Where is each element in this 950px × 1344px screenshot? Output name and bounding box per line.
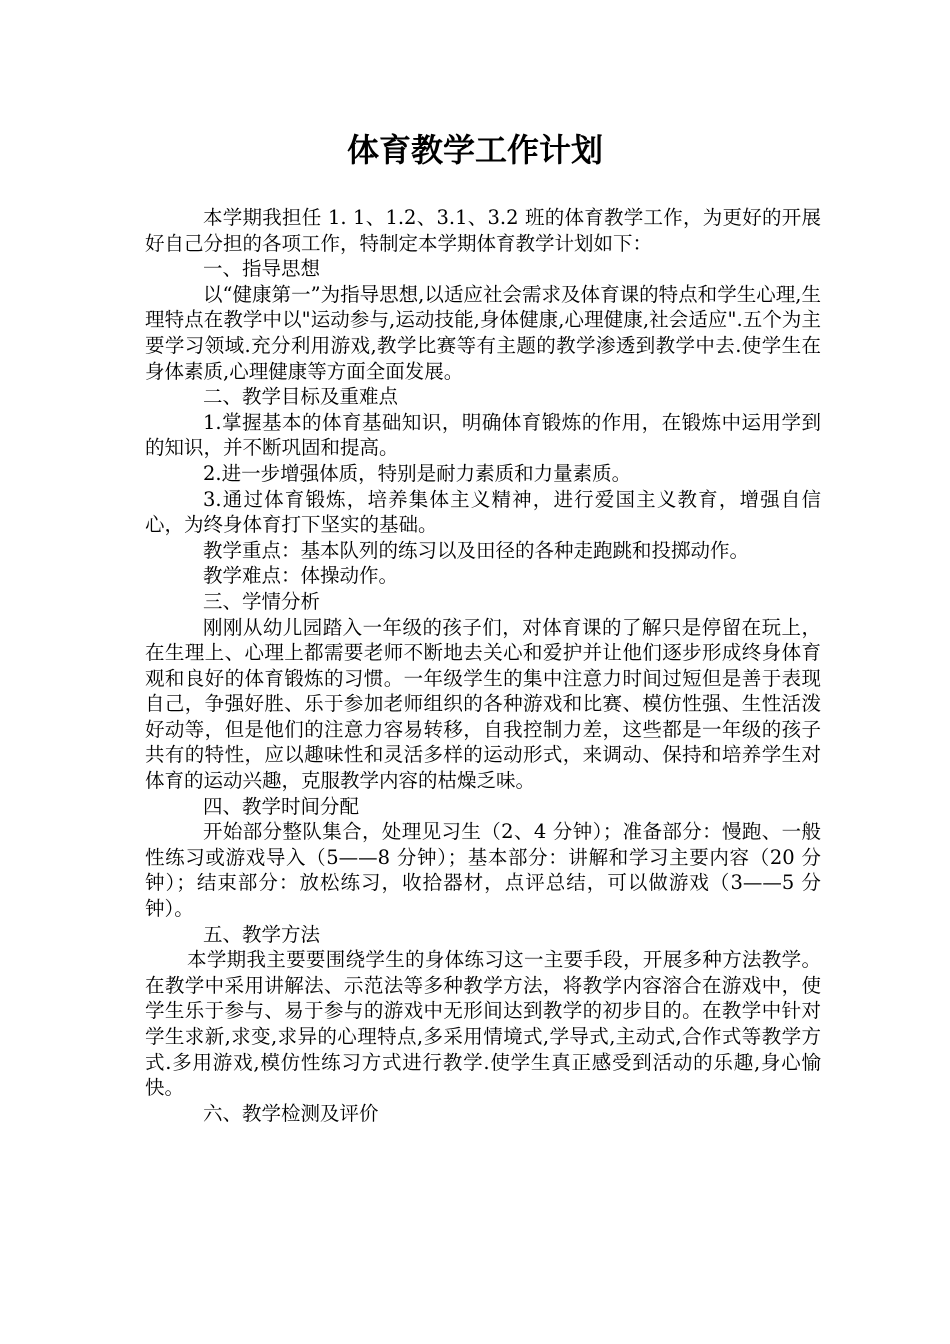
section-heading-assessment: 六、教学检测及评价 [203, 1101, 379, 1125]
section-heading-methods: 五、教学方法 [203, 922, 321, 946]
section-heading-guiding-ideology: 一、指导思想 [203, 257, 321, 281]
teaching-focus: 教学重点：基本队列的练习以及田径的各种走跑跳和投掷动作。 [203, 538, 750, 562]
document-title: 体育教学工作计划 [346, 131, 603, 169]
goal-item-2: 2.进一步增强体质，特别是耐力素质和力量素质。 [203, 461, 632, 485]
goal-item-1: 1.掌握基本的体育基础知识，明确体育锻炼的作用，在锻炼中运用学到的知识，并不断巩固和提高。 [145, 410, 821, 460]
document-body [145, 205, 821, 1126]
goal-item-3: 3.通过体育锻炼，培养集体主义精神，进行爱国主义教育，增强自信心，为终身体育打下坚实的基础。 [145, 487, 821, 537]
section-heading-time-allocation: 四、教学时间分配 [203, 794, 360, 818]
methods-paragraph: 本学期我主要要围绕学生的身体练习这一主要手段，开展多种方法教学。在教学中采用讲解法、示范法等多种教学方法，将教学内容溶合在游戏中，使学生乐于参与、易于参与的游戏中无形间达到教学的初步目的。在教学中针对学生求新,求变,求异的心理特点,多采用情境式,学导式,主动式,合作式等教学方式.多用游戏,模仿性练习方式进行教学.使学生真正感受到活动的乐趣,身心愉快。 [145, 948, 821, 1100]
section-heading-goals: 二、教学目标及重难点 [203, 385, 399, 409]
teaching-difficulty: 教学难点：体操动作。 [203, 564, 399, 588]
section-heading-student-analysis: 三、学情分析 [203, 589, 321, 613]
guiding-ideology-paragraph: 以“健康第一”为指导思想,以适应社会需求及体育课的特点和学生心理,生理特点在教学中以"运动参与,运动技能,身体健康,心理健康,社会适应".五个为主要学习领域.充分利用游戏,教学比赛等有主题的教学渗透到教学中去.使学生在身体素质,心理健康等方面全面发展。 [145, 282, 821, 383]
student-analysis-paragraph: 刚刚从幼儿园踏入一年级的孩子们，对体育课的了解只是停留在玩上，在生理上、心理上都需要老师不断地去关心和爱护并让他们逐步形成终身体育观和良好的体育锻炼的习惯。一年级学生的集中注意力时间过短但是善于表现自己，争强好胜、乐于参加老师组织的各种游戏和比赛、模仿性强、生性活泼好动等，但是他们的注意力容易转移，自我控制力差，这些都是一年级的孩子共有的特性，应以趣味性和灵活多样的运动形式，来调动、保持和培养学生对体育的运动兴趣，克服教学内容的枯燥乏味。 [145, 615, 821, 793]
time-allocation-paragraph: 开始部分整队集合，处理见习生（2、4 分钟）；准备部分：慢跑、一般性练习或游戏导入（5——8 分钟）；基本部分：讲解和学习主要内容（20 分钟）；结束部分：放松练习，收拾器材，点评总结，可以做游戏（3——5 分钟）。 [145, 820, 821, 921]
intro-paragraph: 本学期我担任 1. 1、1.2、3.1、3.2 班的体育教学工作，为更好的开展好自己分担的各项工作，特制定本学期体育教学计划如下： [145, 206, 821, 255]
